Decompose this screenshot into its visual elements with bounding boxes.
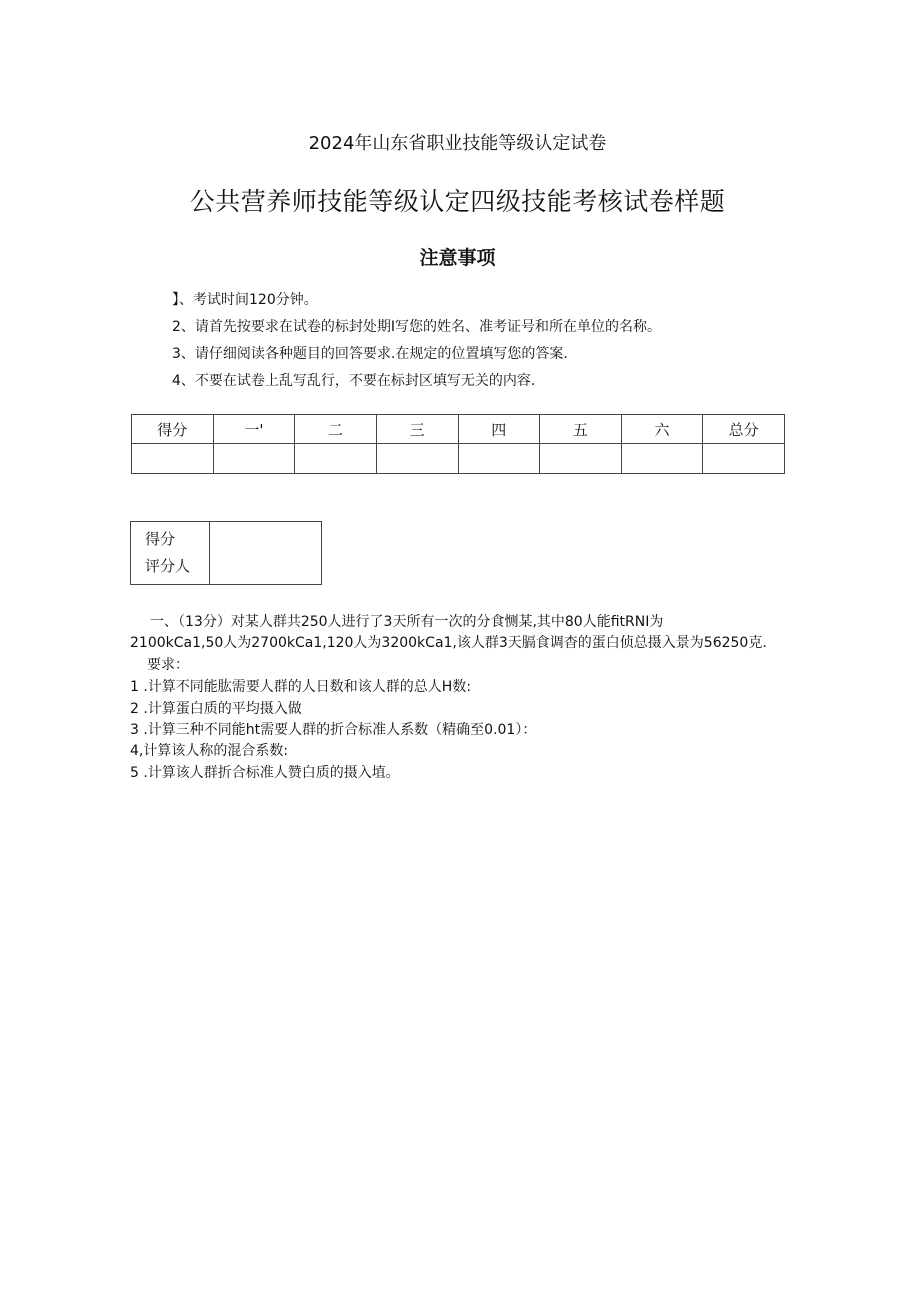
score-value-cell[interactable]	[621, 444, 703, 474]
score-header-cell: 五	[540, 415, 622, 444]
score-header-cell: 四	[458, 415, 540, 444]
question-line-1: 一、（13分）对某人群共250人进行了3天所有一次的分食恻某,其中80人能fitRNI为	[150, 614, 664, 630]
score-table-header-row	[132, 415, 785, 444]
score-value-cell[interactable]	[703, 444, 785, 474]
score-table-value-row	[132, 444, 785, 474]
note-item: 3、请仔细阅读各种题目的回答要求.在规定的位置填写您的答案.	[172, 346, 568, 362]
requirement-item: 5 .计算该人群折合标准人赞白质的摄入埴。	[130, 765, 400, 781]
score-value-cell[interactable]	[213, 444, 295, 474]
grader-box	[130, 521, 322, 585]
score-table	[131, 414, 785, 474]
score-value-cell[interactable]	[540, 444, 622, 474]
grader-label: 评分人	[145, 557, 191, 575]
note-item: 】、考试时间120分钟。	[172, 292, 318, 308]
score-header-cell: 六	[621, 415, 703, 444]
score-header-cell: 得分	[132, 415, 214, 444]
score-header-cell: 总分	[703, 415, 785, 444]
requirement-item: 3 .计算三种不同能ht需要人群的折合标准人系数（精确至0.01）：	[130, 722, 537, 738]
score-header-cell: 二	[295, 415, 377, 444]
requirement-item: 2 .计算蛋白质的平均摄入做	[130, 701, 302, 717]
score-value-cell[interactable]	[295, 444, 377, 474]
notes-heading: 注意事项	[419, 247, 496, 269]
grader-value-cell[interactable]	[210, 522, 322, 585]
score-value-cell[interactable]	[132, 444, 214, 474]
grader-labels-cell	[131, 522, 210, 585]
requirement-label: 要求：	[147, 657, 189, 673]
score-label: 得分	[145, 530, 176, 548]
note-item: 2、请首先按要求在试卷的标封处期I写您的姓名、准考证号和所在单位的名称。	[172, 319, 662, 335]
requirement-item: 1 .计算不同能肱需要人群的人日数和该人群的总人H数:	[130, 679, 472, 695]
score-value-cell[interactable]	[376, 444, 458, 474]
score-header-cell: 一'	[213, 415, 295, 444]
note-item: 4、不要在试卷上乱写乱行，不要在标封区填写无关的内容.	[172, 373, 536, 389]
exam-subtitle: 2024年山东省职业技能等级认定试卷	[308, 133, 607, 154]
exam-title: 公共营养师技能等级认定四级技能考核试卷样题	[189, 187, 726, 216]
question-line-2: 2100kCa1,50人为2700kCa1,120人为3200kCa1,该人群3天膈食调杳的蛋白侦总摄入景为56250克.	[130, 635, 767, 651]
requirement-item: 4,计算该人称的混合系数:	[130, 743, 289, 759]
score-header-cell: 三	[376, 415, 458, 444]
score-value-cell[interactable]	[458, 444, 540, 474]
